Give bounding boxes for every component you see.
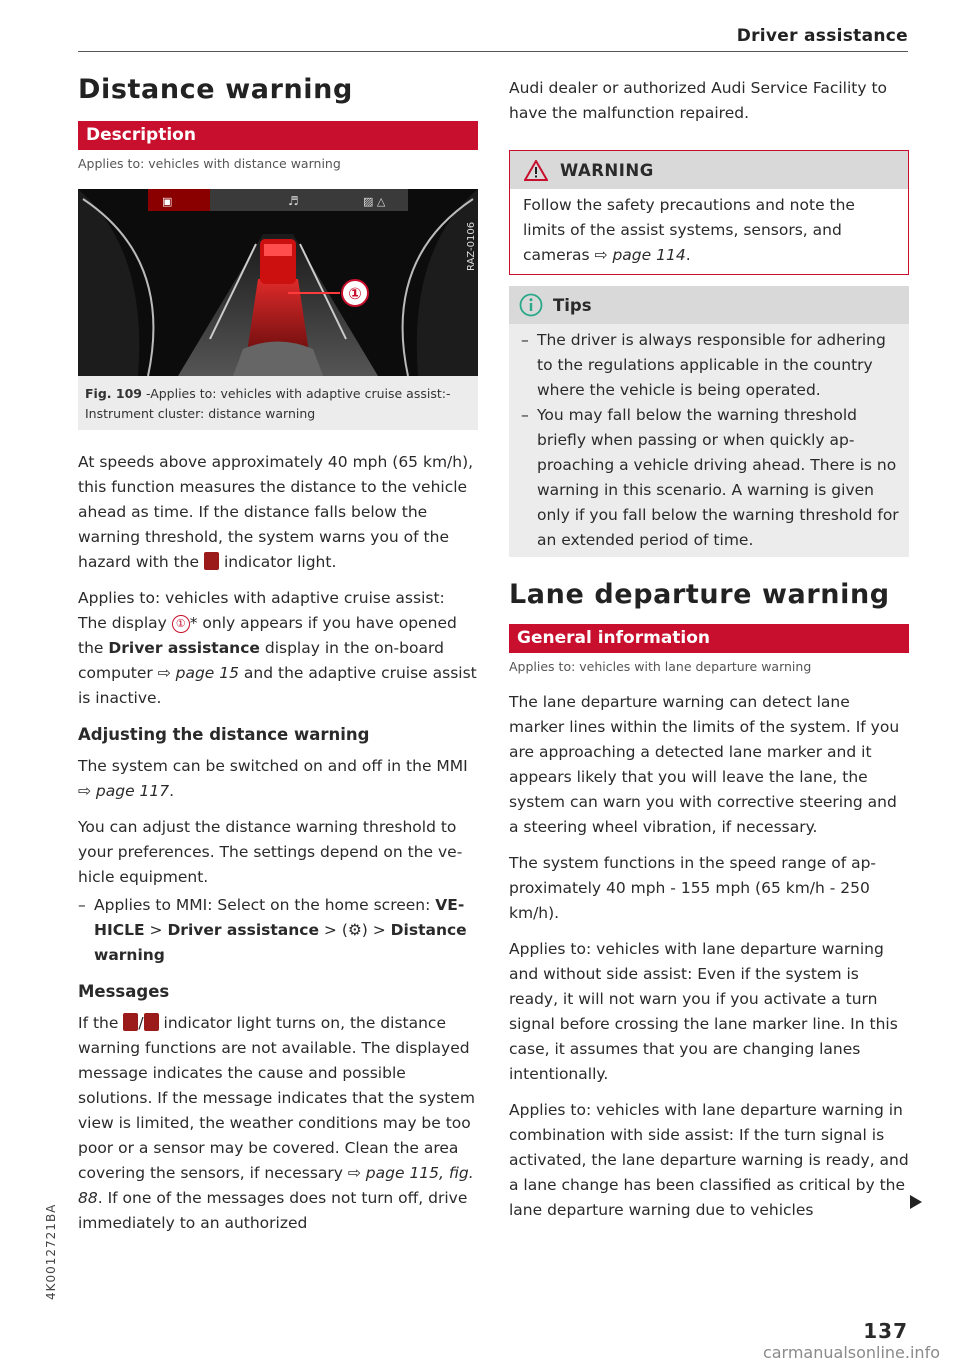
- tips-header: [509, 286, 909, 324]
- paragraph-speed: At speeds above approximately 40 mph (65 km/h), this function measures the distance to the vehicle ahead as time. If the distance falls below the warning threshold, the system warns you of the hazard with the indicator light.: [78, 453, 474, 571]
- callout-inline-icon: ①: [172, 615, 190, 633]
- warning-header: [510, 151, 908, 189]
- paragraph-side-assist: Applies to: vehicles with lane departure warning in combination with side assist: If the turn signal is activated, the lane departure warning is ready, and a lane change has been classified as critical by the lane departure warning due to vehicles: [509, 1101, 909, 1219]
- running-header: Driver assistance: [736, 26, 908, 46]
- section-heading: Distance warning: [78, 74, 353, 105]
- callout-number: ①: [348, 284, 362, 303]
- paragraph-mmi: The system can be switched on and off in the MMI ⇨ page 117.: [78, 757, 468, 800]
- warning-triangle-icon: [524, 160, 548, 181]
- paragraph-dealer: Audi dealer or authorized Audi Service Facility to have the malfunction repaired.: [509, 79, 888, 122]
- tips-title: Tips: [553, 295, 592, 315]
- status-icons: ▨ △: [363, 195, 386, 208]
- general-information-bar: General information: [509, 624, 909, 653]
- page-ref-115[interactable]: ⇨ page 115, fig. 88: [78, 1164, 474, 1207]
- section-heading-lane: Lane departure warning: [509, 579, 890, 610]
- instrument-cluster-figure: [78, 189, 478, 376]
- document-code: 4K0012721BA: [44, 1203, 58, 1300]
- bullet-mmi-path: – Applies to MMI: Select on the home screen: VEHICLE > Driver assistance > (⚙) > Distance warning: [78, 896, 467, 964]
- paragraph-threshold: You can adjust the distance warning threshold to your preferences. The settings depend on the vehicle equipment.: [78, 818, 463, 886]
- paragraph-lane-detect: The lane departure warning can detect lane marker lines within the limits of the system. If you are approaching a detected lane marker and it appears likely that you will leave the lane, the system can warn you with corrective steering and a steering wheel vibration, if necessary.: [509, 693, 900, 836]
- tips-body: [509, 324, 909, 557]
- tip-item: – The driver is always responsible for adhering to the regulations applicable in the country where the vehicle is being operated.: [521, 331, 886, 399]
- figure-caption-text: -Applies to: vehicles with adaptive cruise assist:- Instrument cluster: distance warning: [85, 386, 451, 421]
- tip-item: – You may fall below the warning threshold briefly when passing or when quickly approaching a vehicle driving ahead. There is no warning in this scenario. A warning is given only if you fall below the warning threshold for an extended period of time.: [521, 406, 899, 549]
- warning-body: Follow the safety precautions and note the limits of the assist systems, sensors, and cameras ⇨ page 114.: [523, 196, 855, 264]
- subheading-messages: Messages: [78, 982, 170, 1001]
- page-ref-117[interactable]: ⇨ page 117: [78, 782, 170, 800]
- tips-box: [509, 286, 909, 557]
- watermark: carmanualsonline.info: [762, 1343, 940, 1362]
- paragraph-no-side-assist: Applies to: vehicles with lane departure warning and without side assist: Even if the system is ready, it will not warn you if you activate a turn signal before crossing the lane marker line. In this case, it assumes that you are changing lanes intentionally.: [509, 940, 898, 1083]
- malfunction-indicator-icon: [123, 1013, 138, 1031]
- malfunction-indicator-alt-icon: [144, 1013, 159, 1031]
- cluster-icon: ▣: [162, 195, 173, 208]
- description-bar: Description: [78, 121, 478, 150]
- page-ref-114[interactable]: ⇨ page 114: [594, 246, 686, 264]
- warning-title: WARNING: [560, 160, 654, 180]
- figure-label: Fig. 109: [85, 386, 142, 401]
- continue-arrow-icon: [910, 1195, 922, 1209]
- applies-note-lane: Applies to: vehicles with lane departure warning: [509, 659, 812, 674]
- header-rule: [78, 51, 908, 52]
- cluster-illustration: [78, 189, 478, 376]
- music-icon: ♬: [288, 194, 299, 208]
- paragraph-display: Applies to: vehicles with adaptive cruise assist: The display ① * only appears if you have opened the Driver assistance display in the on-board computer ⇨ page 15 and the adaptive cruise assist is inactive.: [78, 589, 477, 707]
- left-column: [78, 74, 478, 1236]
- subheading-adjust: Adjusting the distance warning: [78, 725, 370, 744]
- figure-caption: [78, 376, 478, 430]
- distance-warning-indicator-icon: [204, 552, 219, 570]
- paragraph-speed-range: The system functions in the speed range of approximately 40 mph - 155 mph (65 km/h - 250 km/h).: [509, 854, 877, 922]
- settings-gear-icon: ⚙: [347, 921, 362, 939]
- figure-code: RAZ-0106: [466, 221, 477, 271]
- page-ref-15[interactable]: ⇨ page 15: [157, 664, 239, 682]
- paragraph-messages: If the / indicator light turns on, the distance warning functions are not available. The displayed message indicates the cause and possible solutions. If the message indicates that the system view is limited, the weather conditions may be too poor or a sensor may be covered. Clean the area covering the sensors, if necessary ⇨ page 115, fig. 88. If one of the messages does not turn off, drive immediately to an authorized: [78, 1014, 475, 1232]
- warning-box: [509, 150, 909, 275]
- info-icon: [519, 293, 543, 317]
- page-number: 137: [863, 1319, 908, 1343]
- right-column: [509, 76, 909, 1223]
- applies-note: Applies to: vehicles with distance warning: [78, 156, 341, 171]
